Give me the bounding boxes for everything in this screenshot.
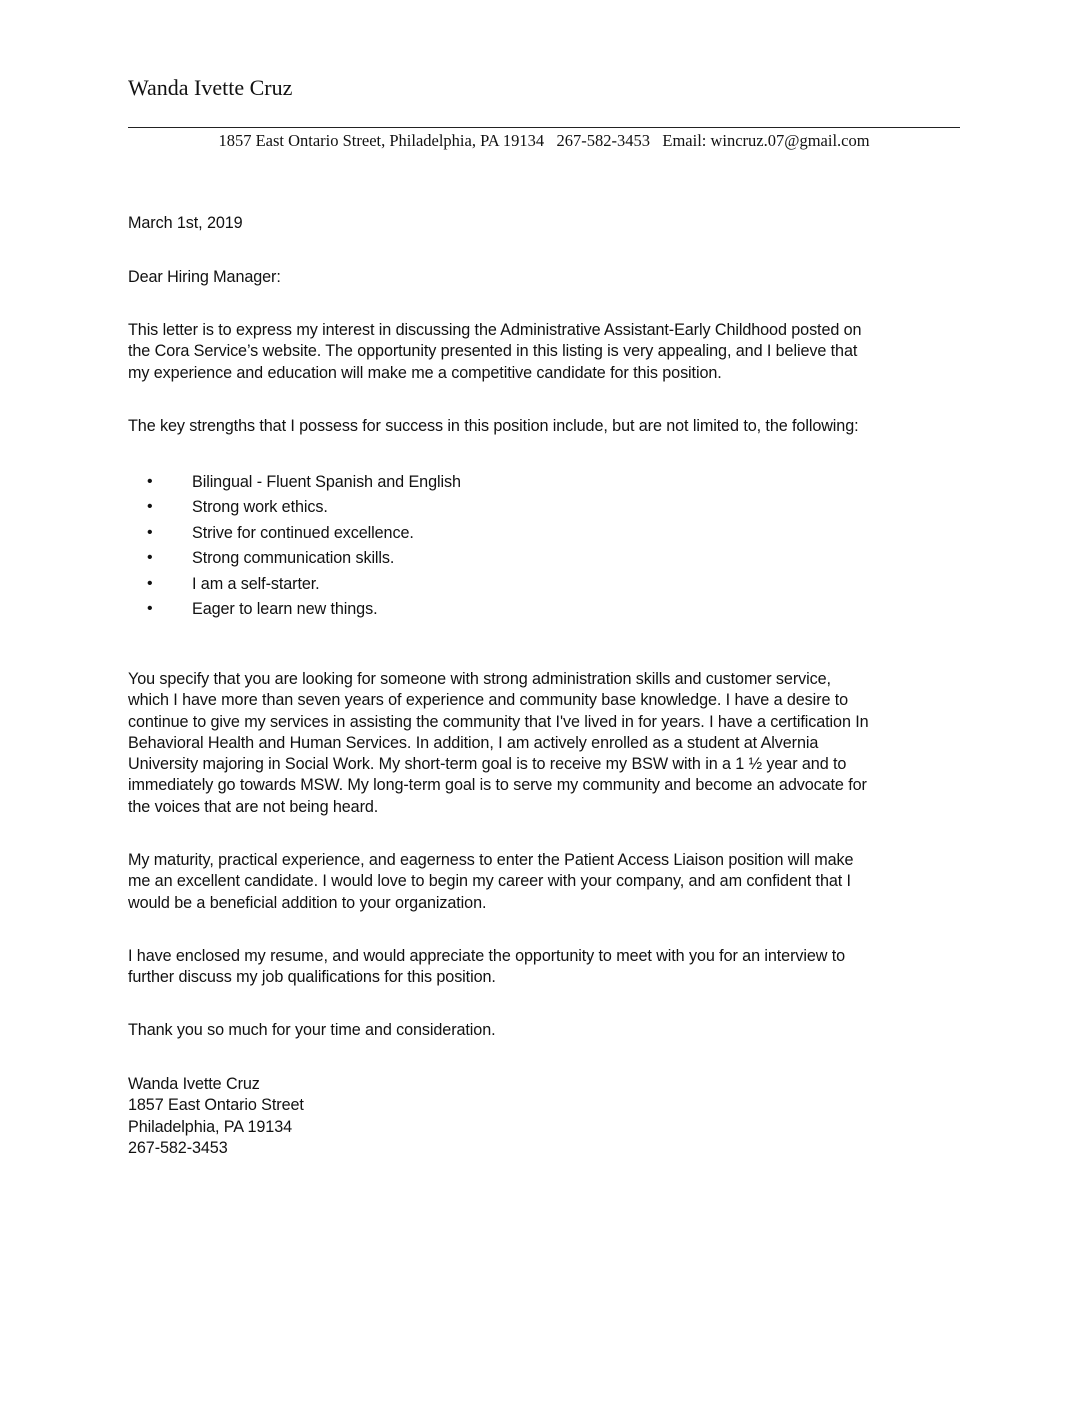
candidacy-paragraph — [128, 850, 958, 914]
salutation: Dear Hiring Manager: — [128, 268, 281, 286]
list-item — [128, 547, 958, 572]
header-divider — [128, 127, 960, 128]
list-item — [128, 598, 958, 623]
list-item — [128, 522, 958, 547]
paragraph-line: University majoring in Social Work. My short-term goal is to receive my BSW with in a 1 ½ year and to — [128, 755, 847, 774]
paragraph-line: Behavioral Health and Human Services. In addition, I am actively enrolled as a student at Alvernia — [128, 733, 819, 752]
strength-text: Strive for continued excellence. — [192, 523, 414, 542]
enclosure-paragraph — [128, 946, 958, 989]
list-item — [128, 573, 958, 598]
strength-text: I am a self-starter. — [192, 574, 320, 593]
bullet-icon: • — [147, 574, 153, 592]
closing-paragraph: Thank you so much for your time and consideration. — [128, 1021, 496, 1039]
list-item — [128, 496, 958, 521]
strength-text: Strong communication skills. — [192, 549, 395, 568]
strength-text: Bilingual - Fluent Spanish and English — [192, 473, 461, 491]
list-item — [128, 471, 958, 496]
paragraph-line: would be a beneficial addition to your organization. — [128, 893, 487, 912]
strength-text: Eager to learn new things. — [192, 599, 378, 618]
paragraph-line: My maturity, practical experience, and eagerness to enter the Patient Access Liaison position will make — [128, 851, 854, 869]
bullet-icon: • — [147, 523, 153, 541]
paragraph-line: me an excellent candidate. I would love to begin my career with your company, and am confident that I — [128, 872, 851, 891]
strength-text: Strong work ethics. — [192, 498, 328, 517]
paragraph-line: continue to give my services in assisting the community that I've lived in for years. I have a certification In — [128, 712, 869, 731]
sender-name-heading: Wanda Ivette Cruz — [128, 75, 293, 100]
bullet-icon: • — [147, 498, 153, 516]
signature-name: Wanda Ivette Cruz — [128, 1075, 260, 1093]
paragraph-line: my experience and education will make me a competitive candidate for this position. — [128, 363, 722, 382]
intro-paragraph — [128, 320, 958, 384]
strengths-intro-paragraph: The key strengths that I possess for success in this position include, but are not limited to, the following: — [128, 417, 859, 435]
paragraph-line: I have enclosed my resume, and would appreciate the opportunity to meet with you for an interview to — [128, 947, 846, 965]
letter-date: March 1st, 2019 — [128, 214, 243, 232]
signature-block — [128, 1074, 958, 1159]
paragraph-line: the voices that are not being heard. — [128, 797, 379, 816]
bullet-icon: • — [147, 599, 153, 617]
paragraph-line: This letter is to express my interest in discussing the Administrative Assistant-Early Childhood posted on — [128, 321, 862, 339]
paragraph-line: which I have more than seven years of experience and community base knowledge. I have a desire to — [128, 691, 849, 710]
signature-phone: 267-582-3453 — [128, 1138, 228, 1157]
paragraph-line: You specify that you are looking for someone with strong administration skills and customer service, — [128, 670, 831, 688]
signature-street: 1857 East Ontario Street — [128, 1096, 304, 1115]
paragraph-line: further discuss my job qualifications for this position. — [128, 968, 496, 987]
bullet-icon: • — [147, 473, 153, 490]
strengths-list — [128, 471, 958, 623]
signature-city: Philadelphia, PA 19134 — [128, 1117, 293, 1136]
paragraph-line: the Cora Service’s website. The opportunity presented in this listing is very appealing, and I believe that — [128, 342, 858, 361]
paragraph-line: immediately go towards MSW. My long-term goal is to serve my community and become an advocate for — [128, 776, 867, 795]
sender-contact-line: 1857 East Ontario Street, Philadelphia, PA 19134 267-582-3453 Email: wincruz.07@gmail.com — [218, 131, 870, 150]
bullet-icon: • — [147, 549, 153, 567]
experience-paragraph — [128, 669, 958, 818]
